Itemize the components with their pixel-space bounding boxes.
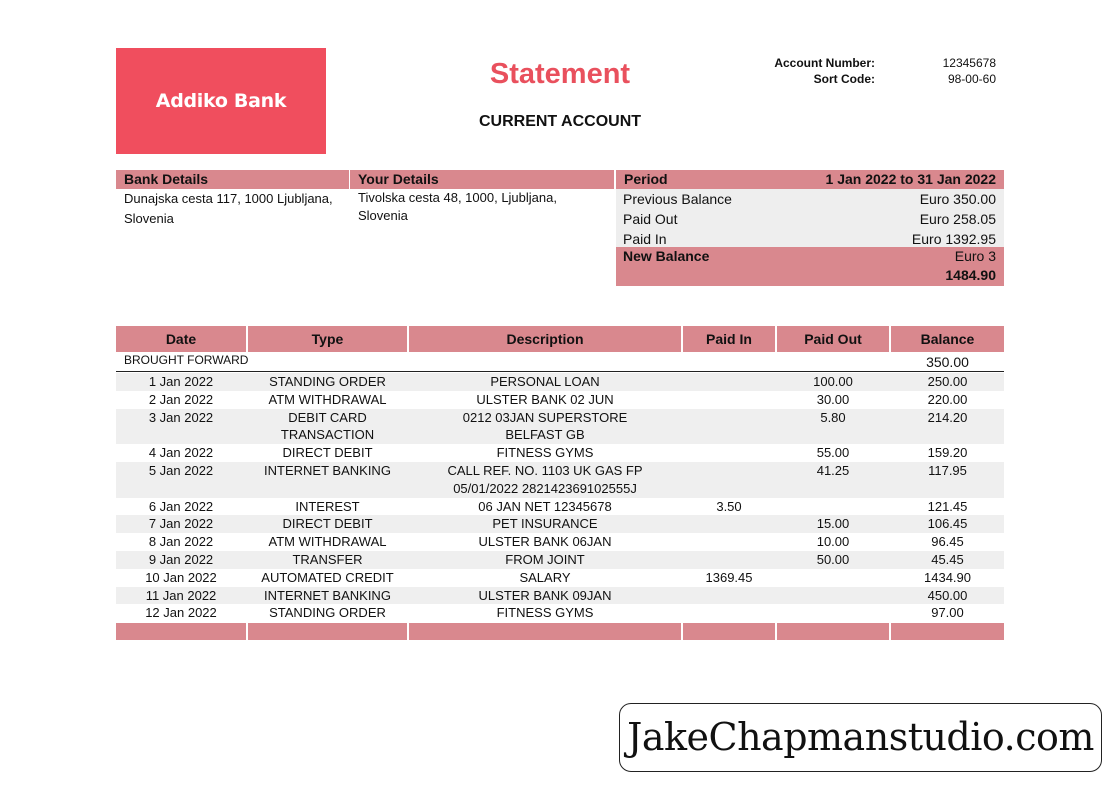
- your-details-line1: Tivolska cesta 48, 1000, Ljubljana,: [358, 190, 557, 205]
- account-type: CURRENT ACCOUNT: [478, 113, 642, 130]
- divider: [116, 371, 1004, 372]
- row-date: 10 Jan 2022: [145, 569, 217, 585]
- row-balance: 117.95: [928, 463, 967, 478]
- row-balance: 220.00: [927, 391, 968, 407]
- page-title: Statement: [489, 58, 631, 90]
- col-header-paid-out: Paid Out: [777, 326, 889, 352]
- summary-label: Paid In: [623, 231, 667, 247]
- table-footer-cell: [777, 623, 889, 640]
- row-paid-out: 5.80: [820, 409, 846, 425]
- table-footer-cell: [683, 623, 775, 640]
- row-paid-out: 100.00: [813, 374, 853, 389]
- summary-value: Euro 258.05: [919, 211, 996, 227]
- new-balance-label: New Balance: [623, 248, 710, 264]
- row-balance: 96.45: [931, 534, 964, 550]
- row-description: 05/01/2022 282142369102555J: [453, 480, 637, 496]
- sort-code-label: Sort Code:: [813, 72, 875, 86]
- row-balance: 159.20: [927, 445, 968, 461]
- row-date: 11 Jan 2022: [145, 587, 217, 603]
- brought-forward-label: BROUGHT FORWARD: [124, 353, 249, 367]
- row-description: PERSONAL LOAN: [490, 374, 600, 389]
- row-type: INTERNET BANKING: [264, 463, 391, 478]
- row-description: FITNESS GYMS: [496, 605, 594, 621]
- summary-label: Paid Out: [623, 211, 678, 227]
- summary-value: Euro 350.00: [919, 191, 996, 207]
- row-paid-out: 30.00: [816, 391, 850, 407]
- new-balance-box: [616, 247, 1004, 286]
- summary-value: Euro 1392.95: [911, 231, 996, 247]
- summary-row: [616, 229, 1004, 247]
- row-type: STANDING ORDER: [269, 374, 386, 389]
- period-value: 1 Jan 2022 to 31 Jan 2022: [825, 171, 996, 187]
- col-header-balance: Balance: [891, 326, 1004, 352]
- row-date: 7 Jan 2022: [148, 516, 214, 532]
- row-paid-in: 1369.45: [705, 569, 753, 585]
- row-type: ATM WITHDRAWAL: [268, 534, 387, 550]
- row-type: INTERNET BANKING: [264, 587, 391, 603]
- table-footer-cell: [409, 623, 681, 640]
- table-footer-cell: [116, 623, 246, 640]
- row-type: DEBIT CARD: [288, 409, 367, 425]
- table-footer-cell: [248, 623, 407, 640]
- row-paid-out: 55.00: [816, 445, 850, 461]
- row-description: ULSTER BANK 06JAN: [478, 534, 612, 550]
- row-date: 2 Jan 2022: [148, 391, 214, 407]
- row-balance: 214.20: [927, 409, 968, 425]
- bank-details-heading: Bank Details: [116, 170, 349, 189]
- row-description: BELFAST GB: [505, 427, 585, 443]
- row-balance: 106.45: [927, 516, 968, 532]
- row-balance: 250.00: [927, 374, 968, 389]
- account-number-value: 12345678: [942, 56, 996, 70]
- row-type: STANDING ORDER: [269, 605, 386, 621]
- brought-forward-balance: 350.00: [926, 354, 969, 370]
- sort-code-value: 98-00-60: [947, 72, 996, 86]
- your-details-line2: Slovenia: [358, 208, 408, 223]
- row-balance: 450.00: [927, 587, 968, 603]
- summary-row: [616, 189, 1004, 209]
- row-date: 5 Jan 2022: [148, 463, 214, 478]
- watermark: JakeChapmanstudio.com: [619, 703, 1102, 772]
- row-paid-in: 3.50: [716, 498, 742, 514]
- row-balance: 45.45: [931, 552, 964, 567]
- col-header-date: Date: [116, 326, 246, 352]
- summary-label: Previous Balance: [623, 191, 732, 207]
- account-number-label: Account Number:: [774, 56, 875, 70]
- bank-logo: [116, 48, 326, 154]
- row-description: 06 JAN NET 12345678: [478, 498, 612, 514]
- bank-details-line1: Dunajska cesta 117, 1000 Ljubljana,: [124, 191, 333, 206]
- summary-row: [616, 209, 1004, 229]
- row-balance: 97.00: [931, 605, 964, 621]
- row-type: ATM WITHDRAWAL: [268, 391, 387, 407]
- bank-logo-text: Addiko Bank: [155, 90, 287, 112]
- table-footer-cell: [891, 623, 1004, 640]
- row-date: 4 Jan 2022: [148, 445, 214, 461]
- row-balance: 1434.90: [924, 569, 971, 585]
- row-description: 0212 03JAN SUPERSTORE: [462, 409, 628, 425]
- row-date: 3 Jan 2022: [148, 409, 214, 425]
- row-description: SALARY: [519, 569, 571, 585]
- period-label: Period: [624, 171, 668, 187]
- col-header-description: Description: [409, 326, 681, 352]
- row-paid-out: 15.00: [816, 516, 850, 532]
- row-description: ULSTER BANK 09JAN: [478, 587, 612, 603]
- bank-details-line2: Slovenia: [124, 211, 174, 226]
- row-type: DIRECT DEBIT: [282, 445, 373, 461]
- row-description: FITNESS GYMS: [496, 445, 594, 461]
- row-date: 8 Jan 2022: [148, 534, 214, 550]
- row-type: DIRECT DEBIT: [282, 516, 373, 532]
- row-description: ULSTER BANK 02 JUN: [476, 391, 614, 407]
- row-date: 1 Jan 2022: [148, 374, 214, 389]
- row-date: 12 Jan 2022: [145, 605, 217, 621]
- period-heading: [616, 170, 1004, 189]
- row-paid-out: 10.00: [816, 534, 850, 550]
- row-type: TRANSFER: [292, 552, 363, 567]
- row-balance: 121.45: [927, 498, 968, 514]
- row-description: FROM JOINT: [505, 552, 585, 567]
- row-type: INTEREST: [295, 498, 360, 514]
- row-type: TRANSACTION: [280, 427, 375, 443]
- new-balance-value: 1484.90: [945, 267, 996, 283]
- row-description: PET INSURANCE: [492, 516, 598, 532]
- your-details-heading: Your Details: [350, 170, 614, 189]
- row-date: 6 Jan 2022: [148, 498, 214, 514]
- row-type: AUTOMATED CREDIT: [261, 569, 394, 585]
- new-balance-currency: Euro 3: [954, 248, 996, 264]
- row-description: CALL REF. NO. 1103 UK GAS FP: [447, 463, 643, 478]
- row-paid-out: 50.00: [816, 552, 850, 567]
- row-date: 9 Jan 2022: [148, 552, 214, 567]
- col-header-type: Type: [248, 326, 407, 352]
- row-paid-out: 41.25: [816, 463, 850, 478]
- col-header-paid-in: Paid In: [683, 326, 775, 352]
